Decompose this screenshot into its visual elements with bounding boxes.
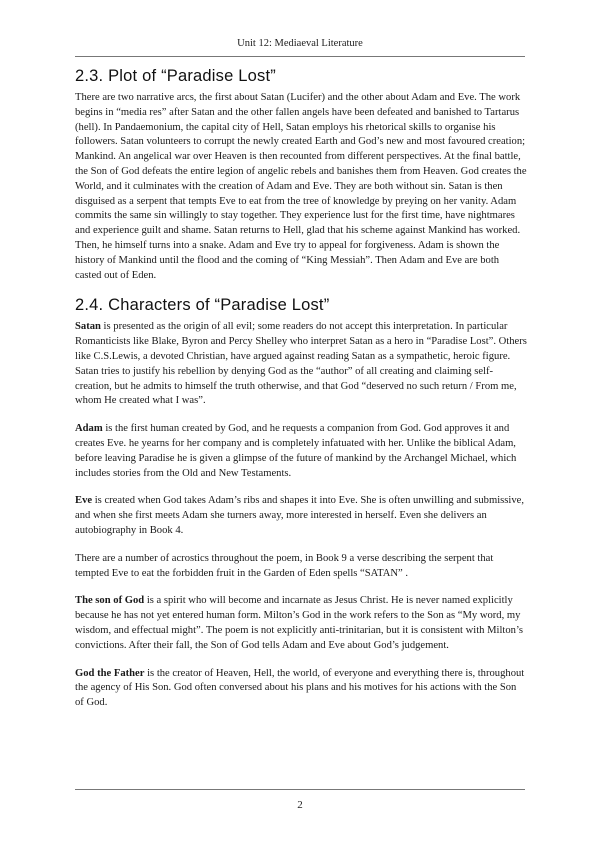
character-text-adam: is the first human created by God, and he requests a companion from God. God approves it and creates Eve. he yearns for her company and is completely infatuated with her. Unlike the biblical Adam, before leaving Paradise he is given a glimpse of the future of mankind by the Archangel Michael, which includes stories from the Old and New Testaments. — [75, 423, 517, 479]
section-heading-characters: 2.4. Characters of “Paradise Lost” — [75, 296, 330, 315]
character-entry-son-of-god — [75, 594, 527, 653]
footer-divider — [75, 789, 525, 790]
character-name-god-the-father: God the Father — [75, 667, 145, 679]
page-body — [75, 67, 527, 724]
character-text-son-of-god: is a spirit who will become and incarnate as Jesus Christ. He is never named explicitly because he has not yet entered human form. Milton’s God in the work refers to the Son as “My word, my wisdom, and effectual might”. The poem is not explicitly anti-trinitarian, but it is consistent with Milton’s convictions. After their fall, the Son of God tells Adam and Eve about God’s judgement. — [75, 595, 524, 651]
character-name-eve: Eve — [75, 495, 93, 507]
character-name-adam: Adam — [75, 423, 103, 435]
running-header: Unit 12: Mediaeval Literature — [237, 38, 363, 49]
character-text-god-the-father: is the creator of Heaven, Hell, the world, of everyone and everything there is, throughout the agency of His Son. God often conversed about his plans and his motives for his actions with the Son of God. — [75, 667, 525, 709]
character-entry-eve — [75, 494, 527, 538]
character-name-satan: Satan — [75, 321, 101, 333]
acrostics-paragraph: There are a number of acrostics throughout the poem, in Book 9 a verse describing the serpent that tempted Eve to eat the forbidden fruit in the Garden of Eden spells “SATAN” . — [75, 552, 494, 579]
character-name-son-of-god: The son of God — [75, 595, 145, 607]
character-entry-god-the-father — [75, 667, 527, 711]
character-entry-adam — [75, 422, 527, 481]
header-divider — [75, 56, 525, 57]
page-number: 2 — [297, 799, 303, 811]
character-text-eve: is created when God takes Adam’s ribs and shapes it into Eve. She is often unwilling and submissive, and when she first meets Adam she turners away, more interested in herself. Even she delivers an autobiography in Book 4. — [75, 495, 525, 536]
character-entry-satan — [75, 320, 527, 409]
character-text-satan: is presented as the origin of all evil; some readers do not accept this interpretation. In particular Romanticists like Blake, Byron and Percy Shelley who interpret Satan as a hero in “Paradise Lost”. Others like C.S.Lewis, a devoted Christian, have argued against reading Satan as a sympathetic, heroic figure. Satan tries to justify his rebellion by denying God as the “author” of all creating and claiming self-creation, but he admits to himself the truth otherwise, and that God “deserved no such return / From me, whom He created what I was”. — [75, 321, 527, 407]
plot-paragraph: There are two narrative arcs, the first about Satan (Lucifer) and the other about Adam and Eve. The work begins in “media res” after Satan and the other fallen angels have been defeated and banished to Tartarus (hell). In Pandaemonium, the capital city of Hell, Satan employs his rhetorical skills to organise his followers. Satan volunteers to corrupt the newly created Earth and God’s new and most favoured creation; Mankind. An angelical war over Heaven is then recounted from different perspectives. At the final battle, the Son of God defeats the entire legion of angelic rebels and banishes them from Heaven. God creates the World, and it culminates with the creation of Adam and Eve. They are both without sin. Satan is then disguised as a serpent that tempts Eve to eat from the tree of knowledge by preying on her vanity. Adam commits the same sin willingly to stay together. They experience lust for the first time, have nightmares and experience guilt and shame. Satan returns to Hell, glad that his scheme against Mankind has worked. Then, he himself turns into a snake. Adam and Eve try to appeal for forgiveness. Adam is shown the history of Mankind until the flood and the coming of “King Messiah”. Then Adam and Eve are both casted out of Eden. — [75, 92, 527, 281]
section-heading-plot: 2.3. Plot of “Paradise Lost” — [75, 67, 276, 85]
